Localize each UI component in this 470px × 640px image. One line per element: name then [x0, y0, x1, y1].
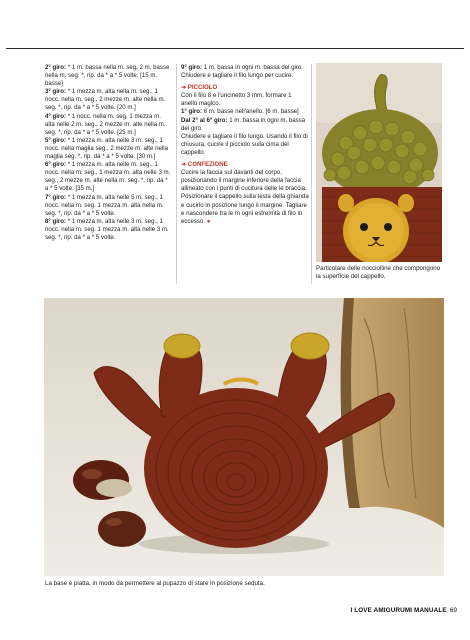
round-9: 9° giro: 1 m. bassa in ogni m. bassa del giro. Chiudere e tagliare il filo lungo per cucire. [181, 64, 303, 80]
picciolo-end: Chiudere e tagliare il filo lungo. Usando il filo di chiusura, cucire il picciolo sulla cima del cappello. [181, 132, 308, 156]
instructions-column-1 [45, 64, 172, 242]
column-divider [311, 64, 312, 284]
round-4: 4° giro: * 1 nocc. nella m. seg, 1 mezza m. alta nelle 2 m. seg., 2 mezze m. alte nella m. seg. *, rip. da * a * 5 volte. [25 m.] [45, 112, 166, 136]
page-footer [350, 607, 457, 614]
acorn-detail-photo [316, 63, 442, 262]
round-8: 8° giro: * 1 mezza m. alta nelle 3 m. seg., 1 nocc. nella m. seg. 1 mezza m. alta nelle 3 m. seg. *, rip. da * a * 5 volte. [45, 217, 169, 241]
top-rule [6, 48, 464, 49]
magazine-title: I LOVE AMIGURUMI MANUALE [350, 607, 447, 614]
picciolo-step-2: Dal 2° al 6° giro: 1 m. bassa in ogni m. bassa del giro. [181, 116, 306, 132]
instructions-column-2 [181, 64, 309, 226]
round-3: 3° giro: * 1 mezza m. alta nella m. seg., 1 nocc. nella m. seg., 2 mezze m. alte nella m. seg. *, rip. da * a * 5 volte. [20 m.] [45, 88, 166, 112]
column-divider [176, 64, 177, 284]
page-number: 69 [449, 607, 457, 614]
section-title-picciolo: ➜ PICCIOLO [181, 84, 218, 92]
end-mark: ● [206, 217, 211, 225]
round-2: 2° giro: * 1 m. bassa nella m. seg, 2 m. basse nella m. seg. *, rip. da * a * 5 volte. [15 m. basse] [45, 64, 170, 88]
detail-photo-caption: Particolare delle nocciolline che compongono la superficie del cappello. [316, 265, 441, 280]
main-photo [44, 298, 444, 576]
round-7: 7° giro: * 1 mezza m. alta nelle 5 m. seg., 1 nocc. nella m. seg. 1 mezza m. alta nella m. seg. *, rip. da * a * 5 volte. [45, 193, 164, 217]
section-title-confezione: ➜ CONFEZIONE [181, 161, 228, 169]
round-5: 5° giro: * 1 mezza m. alta nelle 3 m. seg., 1 nocc. nella maglia seg., 2 mezze m. alte nella maglia seg. *, rip. da * a * 5 volte. [30 m.] [45, 136, 168, 161]
picciolo-step-1: 1° giro: 6 m. basse nell'anello. [6 m. basse] [181, 108, 299, 116]
confezione-text: Cucire la faccia sul davanti del corpo, posizionando il margine inferiore della faccia allineato con i punti di cucitura delle le braccia. Posizionare il cappello sulla testa della ghianda e cucirlo in posizione lungo il margine. Tagliare e nascondere tra le m ogni estremità di filo in eccesso. ● [181, 169, 309, 225]
picciolo-intro: Con il filo 8 e l'uncinetto 3 mm, formare 1 anello magico. [181, 92, 292, 108]
round-6: 6° giro: * 1 mezza m. alta nelle m. seg., 1 nocc. nella m. seg., 1 mezza m. alta nelle 3 m. seg., 2 mezze m. alte nella m. seg. *, rip. da * a * 5 volte. [35 m.] [45, 161, 171, 193]
main-photo-caption: La base è piatta, in modo da permettere al pupazzo di stare in posizione seduta. [45, 580, 265, 587]
